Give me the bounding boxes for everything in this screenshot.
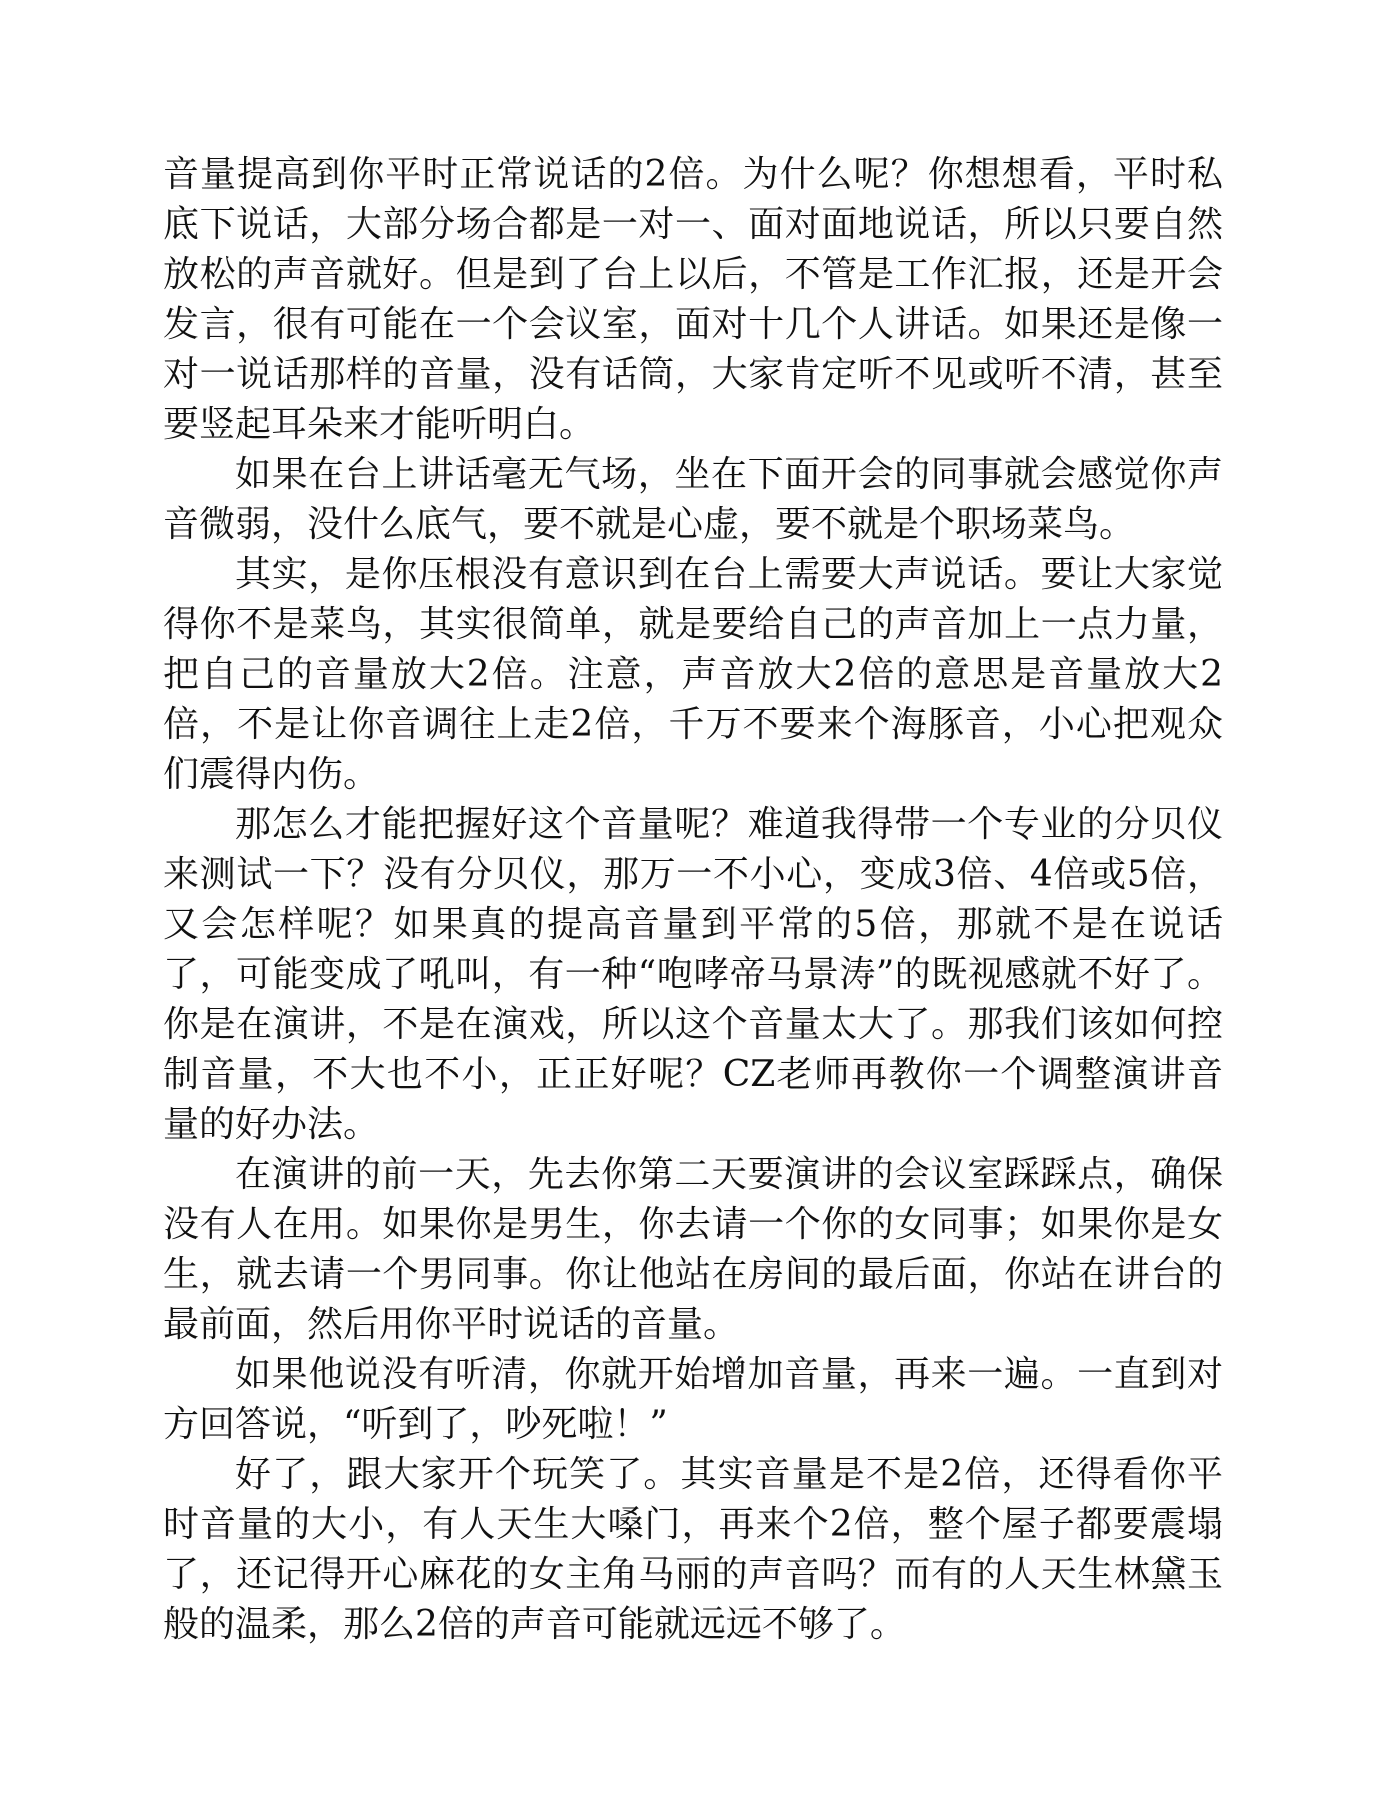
document-page	[163, 150, 1223, 1650]
paragraph-6: 如果他说没有听清，你就开始增加音量，再来一遍。一直到对方回答说，“听到了，吵死啦！”	[163, 1354, 1223, 1445]
paragraph-7: 好了，跟大家开个玩笑了。其实音量是不是2倍，还得看你平时音量的大小，有人天生大嗓门，再来个2倍，整个屋子都要震塌了，还记得开心麻花的女主角马丽的声音吗？而有的人天生林黛玉般的温柔，那么2倍的声音可能就远远不够了。	[163, 1454, 1223, 1645]
paragraph-2: 如果在台上讲话毫无气场，坐在下面开会的同事就会感觉你声音微弱，没什么底气，要不就是心虚，要不就是个职场菜鸟。	[163, 454, 1223, 545]
paragraph-1: 音量提高到你平时正常说话的2倍。为什么呢？你想想看，平时私底下说话，大部分场合都是一对一、面对面地说话，所以只要自然放松的声音就好。但是到了台上以后，不管是工作汇报，还是开会发言，很有可能在一个会议室，面对十几个人讲话。如果还是像一对一说话那样的音量，没有话筒，大家肯定听不见或听不清，甚至要竖起耳朵来才能听明白。	[163, 154, 1223, 445]
paragraph-5: 在演讲的前一天，先去你第二天要演讲的会议室踩踩点，确保没有人在用。如果你是男生，你去请一个你的女同事；如果你是女生，就去请一个男同事。你让他站在房间的最后面，你站在讲台的最前面，然后用你平时说话的音量。	[163, 1154, 1223, 1345]
paragraph-4: 那怎么才能把握好这个音量呢？难道我得带一个专业的分贝仪来测试一下？没有分贝仪，那万一不小心，变成3倍、4倍或5倍，又会怎样呢？如果真的提高音量到平常的5倍，那就不是在说话了，可能变成了吼叫，有一种“咆哮帝马景涛”的既视感就不好了。你是在演讲，不是在演戏，所以这个音量太大了。那我们该如何控制音量，不大也不小，正正好呢？CZ老师再教你一个调整演讲音量的好办法。	[163, 804, 1223, 1145]
paragraph-3: 其实，是你压根没有意识到在台上需要大声说话。要让大家觉得你不是菜鸟，其实很简单，就是要给自己的声音加上一点力量，把自己的音量放大2倍。注意，声音放大2倍的意思是音量放大2倍，不是让你音调往上走2倍，千万不要来个海豚音，小心把观众们震得内伤。	[163, 554, 1223, 795]
